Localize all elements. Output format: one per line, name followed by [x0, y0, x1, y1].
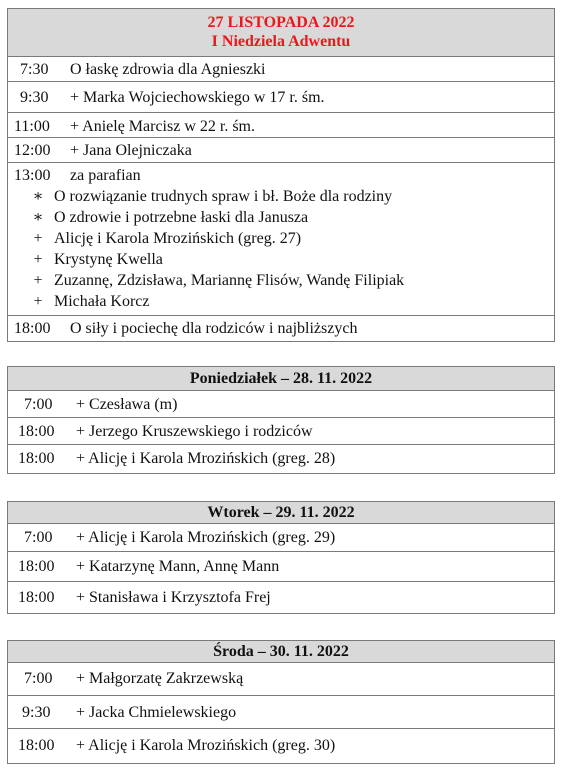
mass-row: [8, 663, 554, 696]
mass-row: [8, 316, 554, 341]
mass-intention: + Małgorzatę Zakrzewską: [76, 670, 244, 687]
cross-bullet: +: [33, 272, 43, 289]
mass-intention: O łaskę zdrowia dla Agnieszki: [70, 61, 266, 78]
mass-intention: + Jerzego Kruszewskiego i rodziców: [76, 423, 313, 440]
sunday-feast: I Niedziela Adwentu: [211, 33, 351, 50]
mass-intention: + Marka Wojciechowskiego w 17 r. śm.: [70, 89, 325, 106]
mass-time: 13:00: [14, 167, 51, 184]
sunday-date: 27 LISTOPADA 2022: [207, 14, 355, 31]
mass-time: 18:00: [18, 737, 55, 754]
mass-time: 9:30: [20, 89, 49, 106]
day-schedule-wednesday: [7, 640, 555, 764]
intention-text: Alicję i Karola Mrozińskich (greg. 27): [54, 230, 302, 247]
mass-intention: + Jacka Chmielewskiego: [76, 704, 237, 721]
mass-row: [8, 696, 554, 729]
mass-intention: + Alicję i Karola Mrozińskich (greg. 28): [76, 450, 336, 467]
mass-intention: + Alicję i Karola Mrozińskich (greg. 30): [76, 737, 336, 754]
mass-row: [8, 418, 554, 445]
asterisk-bullet: ∗: [32, 209, 44, 226]
mass-intention: O siły i pociechę dla rodziców i najbliższych: [70, 320, 358, 337]
mass-intention: + Alicję i Karola Mrozińskich (greg. 29): [76, 529, 336, 546]
mass-time: 12:00: [14, 142, 51, 159]
mass-time: 7:00: [24, 529, 53, 546]
day-header: Środa – 30. 11. 2022: [8, 641, 554, 663]
sunday-schedule: [7, 8, 555, 342]
intention-item: [8, 249, 554, 270]
intention-item: [8, 207, 554, 228]
intention-text: Zuzannę, Zdzisława, Mariannę Flisów, Wandę Filipiak: [54, 272, 405, 289]
day-schedule-tuesday: [7, 501, 555, 614]
mass-time: 18:00: [18, 558, 55, 575]
mass-row: [8, 82, 554, 113]
intention-text: O rozwiązanie trudnych spraw i bł. Boże dla rodziny: [54, 188, 393, 205]
mass-time: 9:30: [22, 704, 51, 721]
mass-time: 18:00: [14, 320, 51, 337]
asterisk-bullet: ∗: [32, 188, 44, 205]
mass-intention: + Anielę Marcisz w 22 r. śm.: [70, 118, 255, 135]
mass-row: [8, 729, 554, 763]
cross-bullet: +: [33, 230, 43, 247]
mass-row: [8, 552, 554, 582]
intention-item: [8, 228, 554, 249]
cross-bullet: +: [33, 251, 43, 268]
mass-intention: + Katarzynę Mann, Annę Mann: [76, 558, 280, 575]
mass-intention: + Stanisława i Krzysztofa Frej: [76, 589, 271, 606]
mass-row: [8, 391, 554, 418]
mass-row: [8, 582, 554, 613]
day-schedule-monday: [7, 366, 555, 474]
mass-intention: + Czesława (m): [76, 396, 178, 413]
mass-time: 11:00: [14, 118, 50, 135]
intention-text: O zdrowie i potrzebne łaski dla Janusza: [54, 209, 309, 226]
mass-time: 7:00: [24, 396, 53, 413]
day-header: Wtorek – 29. 11. 2022: [8, 502, 554, 524]
sunday-header: [8, 9, 554, 57]
mass-time: 18:00: [18, 589, 55, 606]
mass-intention: za parafian: [70, 167, 141, 184]
intention-text: Michała Korcz: [54, 293, 150, 310]
cross-bullet: +: [33, 293, 43, 310]
intention-item: [8, 291, 554, 312]
mass-row: [8, 445, 554, 473]
mass-time: 18:00: [18, 423, 55, 440]
mass-row: [8, 138, 554, 163]
mass-time: 7:00: [24, 670, 53, 687]
intention-text: Krystynę Kwella: [54, 251, 163, 268]
intention-item: [8, 270, 554, 291]
mass-row: [8, 57, 554, 82]
intention-item: [8, 186, 554, 207]
mass-intention: + Jana Olejniczaka: [70, 142, 192, 159]
mass-row-parish: [8, 165, 554, 316]
mass-time: 7:30: [20, 61, 49, 78]
day-header: Poniedziałek – 28. 11. 2022: [8, 367, 554, 391]
mass-row: [8, 524, 554, 552]
mass-row: [8, 113, 554, 138]
mass-time: 18:00: [18, 450, 55, 467]
